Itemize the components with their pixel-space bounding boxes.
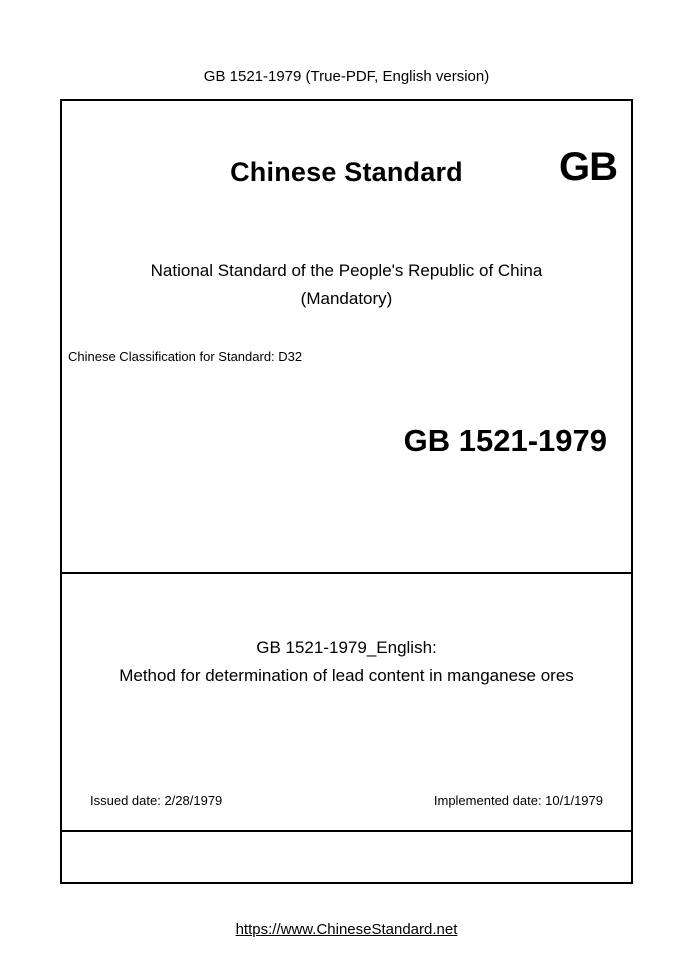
cover-footer-strip	[62, 832, 631, 880]
document-title-block	[62, 634, 631, 690]
page-caption: GB 1521-1979 (True-PDF, English version)	[203, 68, 490, 85]
document-title-line-2: Method for determination of lead content in manganese ores	[119, 666, 574, 685]
gb-logo-mark: GB	[559, 145, 617, 189]
implemented-date: Implemented date: 10/1/1979	[433, 793, 603, 808]
cover-border-box	[60, 99, 633, 884]
cover-upper-panel	[62, 101, 631, 574]
standard-number: GB 1521-1979	[403, 423, 607, 458]
national-standard-line	[62, 257, 631, 313]
issued-date: Issued date: 2/28/1979	[90, 793, 223, 808]
website-url-link[interactable]: https://www.ChineseStandard.net	[235, 921, 458, 938]
dates-row	[62, 793, 631, 808]
website-url[interactable]	[0, 921, 693, 938]
cover-lower-panel	[62, 574, 631, 832]
classification-code: Chinese Classification for Standard: D32	[68, 349, 303, 364]
national-standard-line-1: National Standard of the People's Republic of China	[150, 261, 543, 280]
page-title: Chinese Standard	[230, 157, 463, 187]
document-title-line-1: GB 1521-1979_English:	[256, 638, 437, 657]
national-standard-line-2: (Mandatory)	[300, 289, 393, 308]
